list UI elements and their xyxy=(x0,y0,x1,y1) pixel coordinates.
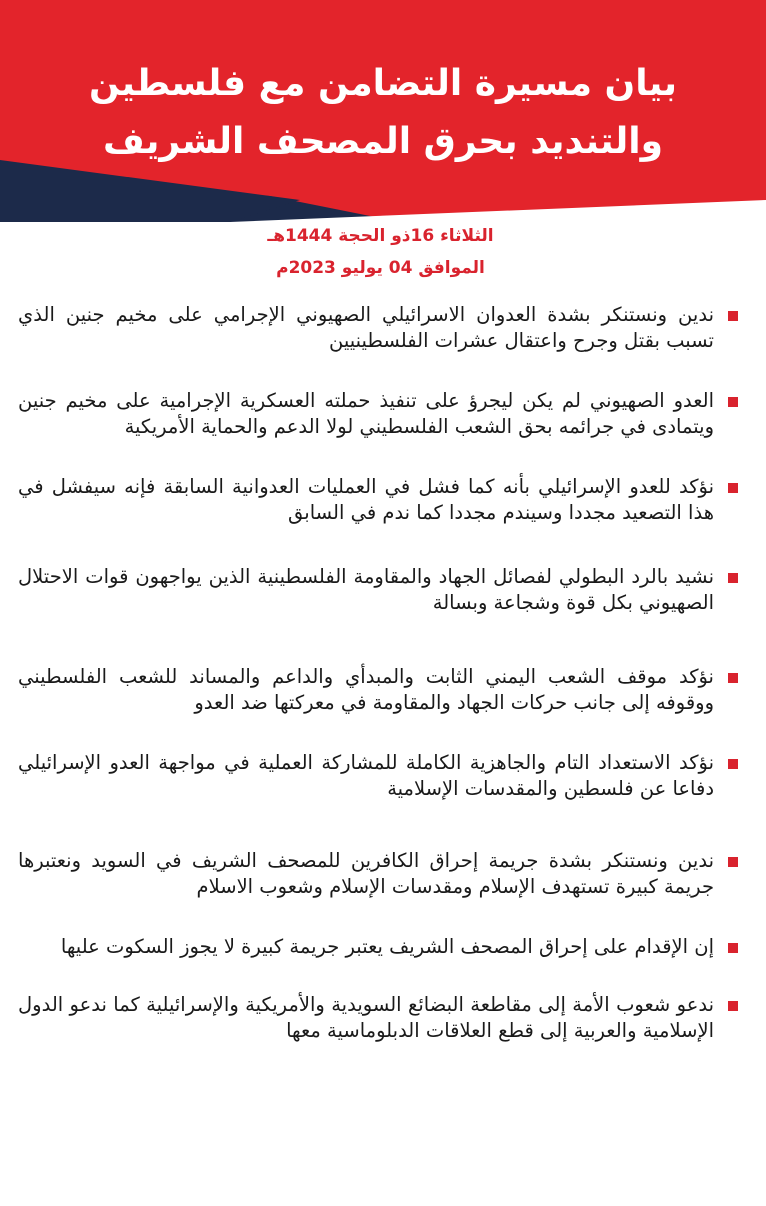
title-line-1: بيان مسيرة التضامن مع فلسطين xyxy=(88,63,678,104)
square-bullet-icon xyxy=(728,1001,738,1011)
statement-list xyxy=(18,302,738,1044)
hijri-date: الثلاثاء 16ذو الحجة 1444هـ xyxy=(267,226,494,246)
square-bullet-icon xyxy=(728,483,738,493)
date-block xyxy=(0,220,766,284)
list-item-text: ندعو شعوب الأمة إلى مقاطعة البضائع السويدية والأمريكية والإسرائيلية كما ندعو الدول الإسلامية والعربية إلى قطع العلاقات الدبلوماسية معها xyxy=(18,993,714,1042)
list-item xyxy=(18,992,738,1044)
square-bullet-icon xyxy=(728,943,738,953)
list-item-text: إن الإقدام على إحراق المصحف الشريف يعتبر جريمة كبيرة لا يجوز السكوت عليها xyxy=(60,935,714,958)
list-item xyxy=(18,848,738,900)
square-bullet-icon xyxy=(728,673,738,683)
title-line-2: والتنديد بحرق المصحف الشريف xyxy=(103,121,663,162)
list-item xyxy=(18,664,738,716)
list-item xyxy=(18,388,738,440)
list-item-text: نؤكد الاستعداد التام والجاهزية الكاملة للمشاركة العملية في مواجهة العدو الإسرائيلي دفاعا عن فلسطين والمقدسات الإسلامية xyxy=(18,751,714,800)
square-bullet-icon xyxy=(728,857,738,867)
square-bullet-icon xyxy=(728,397,738,407)
list-item xyxy=(18,564,738,616)
list-item-text: نؤكد للعدو الإسرائيلي بأنه كما فشل في العمليات العدوانية السابقة فإنه سيفشل في هذا التصعيد مجددا وسيندم مجددا كما ندم في السابق xyxy=(18,475,714,524)
list-item xyxy=(18,934,738,960)
square-bullet-icon xyxy=(728,759,738,769)
header-banner xyxy=(0,0,766,222)
square-bullet-icon xyxy=(728,311,738,321)
list-item xyxy=(18,302,738,354)
list-item-text: نؤكد موقف الشعب اليمني الثابت والمبدأي والداعم والمساند للشعب الفلسطيني ووقوفه إلى جانب حركات الجهاد والمقاومة في معركتها ضد العدو xyxy=(18,665,714,714)
gregorian-date: الموافق 04 يوليو 2023م xyxy=(276,258,485,278)
list-item-text: نشيد بالرد البطولي لفصائل الجهاد والمقاومة الفلسطينية الذين يواجهون قوات الاحتلال الصهيوني بكل قوة وشجاعة وبسالة xyxy=(18,565,714,614)
list-item xyxy=(18,474,738,526)
page-title xyxy=(0,55,766,171)
list-item xyxy=(18,750,738,802)
list-item-text: العدو الصهيوني لم يكن ليجرؤ على تنفيذ حملته العسكرية الإجرامية على مخيم جنين ويتمادى في جرائمه بحق الشعب الفلسطيني لولا الدعم والحماية الأمريكية xyxy=(18,389,714,438)
list-item-text: ندين ونستنكر بشدة جريمة إحراق الكافرين للمصحف الشريف في السويد ونعتبرها جريمة كبيرة تستهدف الإسلام ومقدسات الإسلام وشعوب الاسلام xyxy=(18,849,714,898)
square-bullet-icon xyxy=(728,573,738,583)
list-item-text: ندين ونستنكر بشدة العدوان الاسرائيلي الصهيوني الإجرامي على مخيم جنين الذي تسبب بقتل وجرح واعتقال عشرات الفلسطينيين xyxy=(18,303,714,352)
